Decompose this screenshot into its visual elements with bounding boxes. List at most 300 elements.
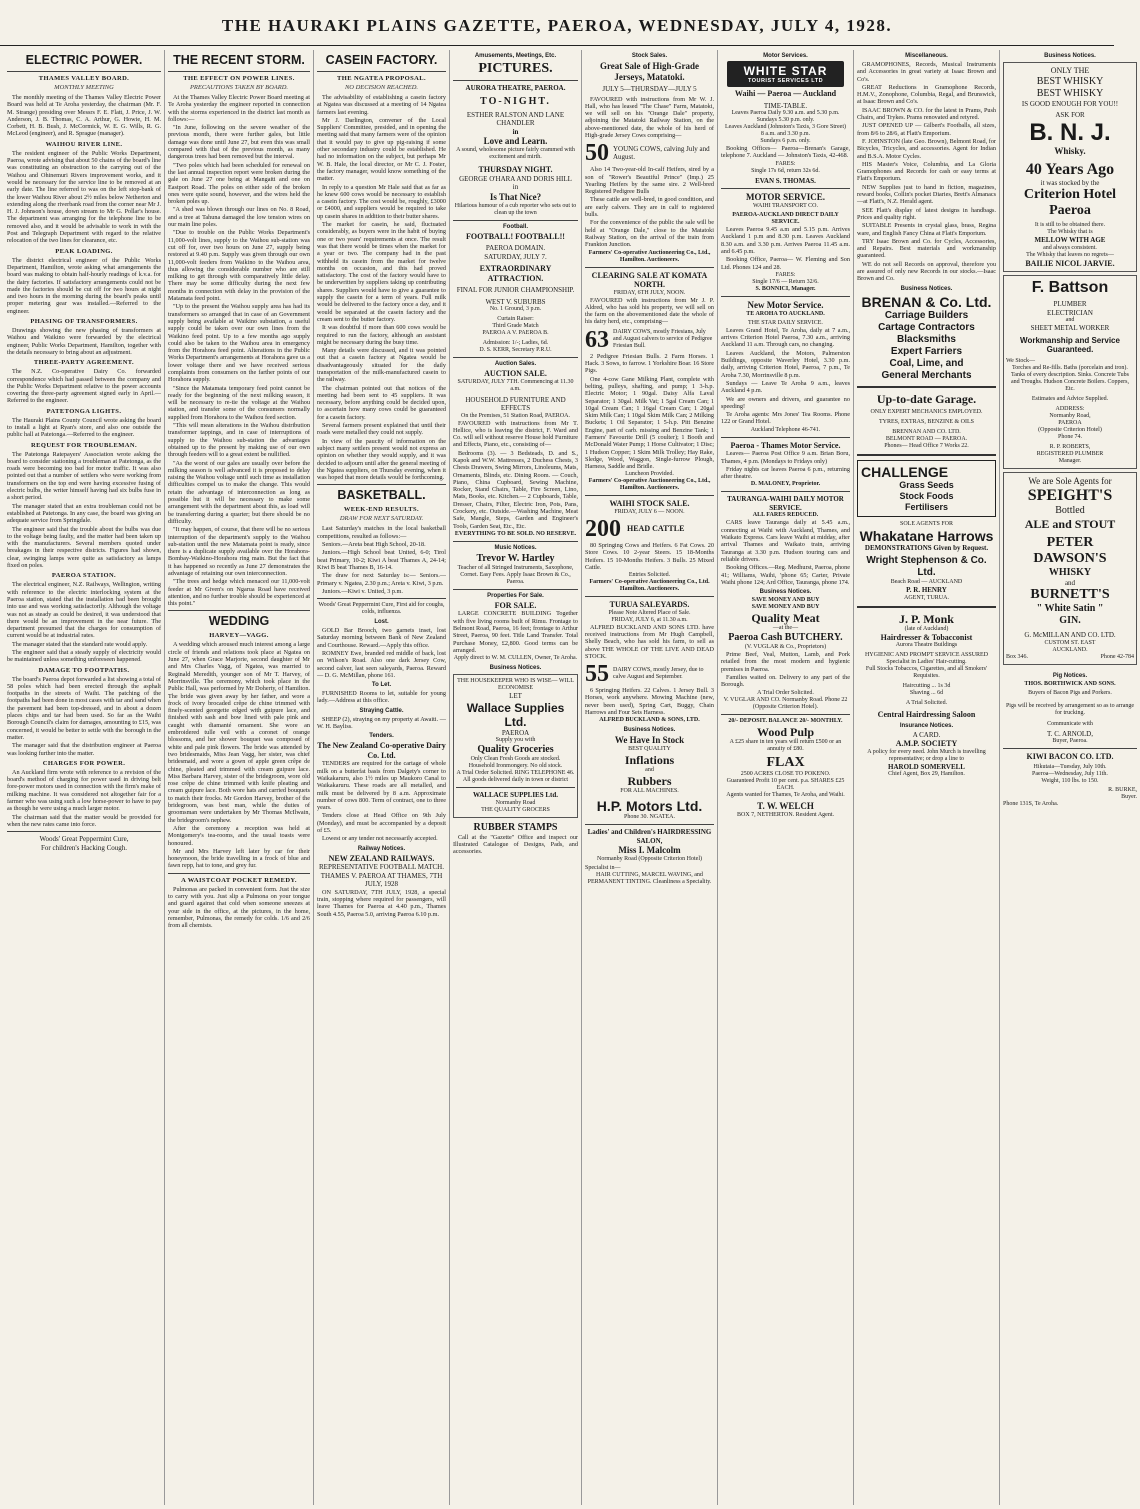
section-heading: Motor Services.	[763, 53, 808, 59]
article-heading: WEDDING	[208, 614, 270, 629]
ad-title: Quality Meat	[751, 611, 820, 626]
count-number: 63	[585, 326, 609, 353]
paragraph: The monthly meeting of the Thames Valley Electric Power Board was held at Te Aroha yesterday, the chairman (Mr. F. M. Strange) presiding over Messrs F. E. Flatt, J. Price, J. W. Anderson, J. B. Thomas, C. A. Arthur, G. Howie, H. M. Corbett, H. B. Bush, J. McCormick, W. E. G. Wills, R. G. McLeod (engineer), and R. Sprague (manager).	[7, 94, 161, 138]
paragraph: The Hauraki Plains County Council wrote asking the board to install a light at Ryan's store, and also one outside the public hall at Patetonga.—Referred to the engineer.	[7, 416, 161, 439]
ad-line: S. BONNICI, Manager.	[755, 285, 816, 292]
footer-ad: For children's Hacking Cough.	[40, 843, 128, 852]
ad-title: Paeroa Cash BUTCHERY.	[728, 632, 843, 644]
paragraph: FAVOURED with instructions from Mr J. P. Aldred, who has sold his property, we will sell on the farm on the abovementioned date the whole of his dairy herd, etc., comprising—	[585, 296, 714, 326]
ad-line: FARES:	[775, 271, 796, 278]
paragraph: The manager said that the distribution engineer at Paeroa was looking further into the matter.	[7, 742, 161, 757]
paragraph: "Up to the present the Waihou supply area has had its transformers so arranged that in case of an Government supply being available at Waikino substation, a useful supply could be taken over our own lines from the Waikino feed point. Up to a few months ago supply could also be taken to the Waihou area in emergency from the Horahora feed point. Alterations in the Public Works Department's arrangements at Horahora gave us a lower voltage there and we have received serious complaints from consumers on the farther points of our Horahora supply.	[168, 303, 310, 384]
ad-title: New Motor Service.	[747, 299, 824, 310]
article-subheading: WEEK-END RESULTS.	[343, 506, 420, 514]
paragraph: The chairman said that the matter would be provided for when the new rates came into force.	[7, 813, 161, 828]
ad-line: SAVE MONEY AND BUY	[751, 597, 820, 604]
paragraph: Leaves Auckland, the Motors, Palmerston Buildings, opposite Waverley Hotel, 3.30 p.m. daily, arriving Criterion Hotel, Paeroa, 7 p.m., Te Aroha 7.30, Morrinsville 8 p.m.	[721, 349, 850, 379]
classified-ad: WE do not sell Records on approval, therefore you are assured of only new Records in our stocks.—Isaac Brown and Co.	[857, 260, 996, 283]
ad-line: A Trial Order Solicited. RING TELEPHONE 46.	[456, 770, 575, 777]
paragraph: "A shed was blown through our lines on No. 8 Road, and a tree at Tahuna damaged the low tension wires on our main line poles.	[168, 206, 310, 229]
paragraph: Juniors.—High School beat United, 6-0; Tirol beat Primary, 10-2; Kiwi A beat Thames A, 24-14; Kiwi B beat Thames B, 16-14.	[317, 549, 446, 571]
ad-line: Fertilisers	[904, 501, 949, 512]
ad-title: Ladies' and Children's HAIRDRESSING SALON,	[587, 828, 712, 845]
ad-title: Criterion Hotel	[1023, 187, 1117, 202]
paragraph: We are owners and drivers, and guarantee no speeding!	[721, 395, 850, 410]
white-star-logo	[727, 61, 844, 87]
ad-line: IS GOOD ENOUGH FOR YOU!!	[1021, 99, 1119, 108]
ad-line: Bottled	[1055, 504, 1085, 516]
ad-line: ALFRED BUCKLAND & SONS, LTD.	[599, 717, 700, 724]
ad-line: Normanby Road	[495, 799, 536, 806]
ad-line: in	[512, 127, 519, 136]
count-number: 50	[585, 140, 609, 167]
ad-title: BURNETT'S	[1030, 587, 1110, 602]
paragraph: Several farmers present explained that until their roads were metalled they could not supply.	[317, 422, 446, 437]
logo-text: TOURIST SERVICES LTD	[747, 78, 824, 84]
ad-line: in	[512, 183, 519, 191]
ad-title: Inflations	[624, 753, 675, 768]
paragraph: The N.Z. Co-operative Dairy Co. forwarded correspondence which had passed between the company and the Public Works Department relative to the power accounts covering the three-party agreement signed early in April.—Referred to the engineer.	[7, 368, 161, 405]
article-heading: CASEIN FACTORY.	[325, 53, 438, 67]
ad-line: THE QUALITY GROCERS	[481, 806, 550, 813]
paragraph: "Two poles which had been scheduled for renewal on the last annual inspection report were broken during the gale on June 27 one being at Mangaiti and one on Eastport Road. The poles on either side of the broken ones were quite sound, however, and the wires held the broken poles up.	[168, 161, 310, 206]
ad-line: BRENNAN AND CO. LTD.	[892, 428, 961, 435]
classified-ad: ROMNEY Ewe, branded red middle of back, lost on Wilson's Road. Also one dark Jersey Cow, second calver, last seen saleyards, Paeroa. Reward — D. G. McMillan, phone 161.	[317, 650, 446, 679]
classified-heading: Lost.	[374, 619, 389, 626]
column-electric-power	[4, 50, 165, 1505]
ad-line: G. McMILLAN AND CO. LTD.	[1024, 631, 1116, 639]
ad-line: We are Sole Agents for	[1028, 475, 1112, 486]
ad-line: Shaving ... 6d	[909, 690, 944, 697]
ad-line: The Whisky that is	[1047, 229, 1093, 235]
ad-title: RUBBER STAMPS	[473, 821, 558, 833]
ad-line: FOR SALE.	[494, 600, 537, 610]
ad-line: A £25 share in ten years will return £500 or an annuity of £80.	[729, 738, 842, 752]
ad-title: THOS. BORTHWICK AND SONS.	[1024, 680, 1116, 687]
ad-line: Supply you with	[495, 737, 536, 744]
page-columns	[4, 50, 1137, 1505]
ad-line: —at the—	[772, 625, 799, 632]
paragraph: Booking Office, Paeroa— W. Fleming and Son Ltd. Phones 124 and 28.	[721, 256, 850, 271]
paragraph: Te Aroha agents: Mrs Jones' Tea Rooms. Phone 122 or Grand Hotel.	[721, 411, 850, 426]
ad-line: Manager.	[1058, 457, 1082, 464]
ad-line: Teacher of all Stringed Instruments, Saxophone, Cornet. Easy Fees. Apply Isaac Brown & Co., Paeroa.	[457, 564, 574, 585]
paragraph: Leaves Paeroa 9.45 a.m and 5.15 p.m. Arrives Auckland 1 p.m and 8.30 p.m. Leaves Auckland 8.30 a.m. and 3.30 p.m. Arrives Paeroa 11.45 a.m. and 6.45 p.m.	[721, 226, 850, 255]
ad-line: FOOTBALL! FOOTBALL!!	[466, 231, 565, 241]
ad-title: Central Hairdressing Saloon	[877, 710, 976, 720]
column-stock-sales	[582, 50, 718, 1505]
ad-line: Full Stocks Tobaccos, Cigarettes, and all Smokers' Requisites.	[865, 666, 988, 680]
classified-ad: TRY Isaac Brown and Co. for Cycles, Accessories, and Repairs. Best materials and workmanship guaranteed.	[857, 237, 996, 260]
classified-ad: FURNISHED Rooms to let, suitable for young lady.—Address at this office.	[317, 690, 446, 705]
ad-line: No. 1 Ground, 3 p.m.	[489, 306, 542, 312]
paragraph: The board's Paeroa depot forwarded a list showing a total of 58 poles which had been erected through the asphalt footpaths in the streets of Waihi. The patching of the footpaths had been done in most cases with tar and sand when the pavement had been top-dressed, and in about a dozen places chips and tar had been used. So far as the Waihi Borough Council's claim for damages, amounting to £15, was concerned, it would be better to settle with the borough in the matter.	[7, 675, 161, 741]
ad-line: Quality Groceries	[477, 744, 554, 756]
classified-ad: GOLD Bar Brooch, two garnets inset, lost Saturday morning between Bank of New Zealand and Courthouse. Reward.—Apply this office.	[317, 627, 446, 649]
paragraph: "Since the Matamata temporary feed point cannot be ready for the beginning of the next milking season, it will be necessary to re-tie the voltage at the Waihou station, and transfer some of the consumers normally supplied from Horahora to the Waihou feed section.	[168, 384, 310, 421]
ad-line: T. C. ARNOLD,	[1047, 729, 1093, 738]
paragraph: Booking Offices— Paeroa—Brenan's Garage, telephone 7. Auckland — Johnston's Taxis, 42-468.	[721, 145, 850, 160]
ad-line: Auckland Telephone 46-741.	[750, 426, 821, 433]
section-caption: REQUEST FOR TROUBLEMAN.	[31, 441, 137, 449]
paragraph: Sundays — Leave Te Aroha 9 a.m., leaves Auckland 4 p.m.	[721, 379, 850, 395]
ad-line: The Whisky that leaves no regrets—	[1026, 251, 1114, 258]
ad-line: Buyers of Bacon Pigs and Porkers.	[1028, 689, 1112, 696]
ad-line: " White Satin "	[1036, 603, 1104, 614]
ad-title: Great Sale of High-Grade Jerseys, Matatoki.	[599, 61, 700, 82]
ad-line: DEMONSTRATIONS Given by Request.	[864, 543, 989, 552]
ad-line: HAROLD SOMERVELL	[888, 762, 965, 771]
ad-line: Buyer.	[1121, 793, 1137, 800]
ad-line: SATURDAY, JULY 7TH. Commencing at 11.30 a.m.	[457, 378, 574, 392]
paragraph: Juniors.—Kiwi v. United, 3 p.m.	[322, 587, 403, 595]
ad-line: PLUMBER	[1053, 300, 1087, 308]
paragraph: The market for casein, he said, fluctuated considerably, as buyers were in the habit of buying one or two years' requirements at once. The result was that there would be times when the market for a year or two. The company had in the past withheld its casein from the market for twelve months on occasion, and this had proved satisfactory. The cost of the factory would have to be underwritten by suppliers taking up contributing shares. Suppliers would have to give a guarantee to supply the casein for a term of years. Full milk would be delivered to the factory once a day, and it would be separated at the casein factory and the cream sent to the butter factory.	[317, 221, 446, 323]
column-business-notices	[1000, 50, 1140, 1505]
ad-line: Single 17s 6d, return 32s 6d.	[751, 167, 820, 174]
ad-title: Trevor W. Hartley	[476, 552, 555, 564]
ad-line: Cartage Contractors	[878, 321, 975, 333]
section-heading: Business Notices.	[1044, 53, 1096, 59]
ad-line: Only Clean Fresh Goods are stocked.	[470, 756, 561, 763]
classified-ad: TENDERS are required for the cartage of whole milk on a butterfat basis from Dalgety's corner to Waikakaruru, also 1½ miles up Maukoro Canal to Waikakaruru. These roads are all metalled, and milk must be delivered by 8 a.m. Approximate number of cows 800. Term of contract, one to three years.	[317, 760, 446, 812]
paragraph: Pulmonas are packed in convenient form. Just the size to carry with you. Just slip a Pulmona on your tongue and guard against that cold when someone sneezes at your side in the office, at the pictures, in the home, remember, Pulmonas, the remedy for colds. 1/6 and 2/6 from all chemists.	[168, 885, 310, 930]
paragraph: Call at the "Gazette" Office and inspect our Illustrated Catalogue of Designs, Pads, and accessories.	[453, 833, 578, 856]
ad-line: BAILIE NICOL JARVIE.	[1025, 258, 1115, 268]
ad-title: PICTURES.	[478, 61, 553, 76]
classified-ad: SUITABLE Presents in crystal glass, brass, Regina ware, and English Fancy China at Flatt's Emporium.	[857, 222, 996, 237]
ad-company-name: The New Zealand Co-operative Dairy Co. Ltd.	[317, 741, 446, 760]
ad-line: GIN.	[1059, 615, 1081, 626]
ad-line: Box 346.	[1006, 653, 1029, 660]
ad-line: Specialist in—	[585, 865, 621, 872]
ad-line: Leaves Auckland (Johnston's Taxis, 3 Gore Street)	[724, 124, 847, 130]
section-heading: Stock Sales.	[631, 53, 668, 59]
ad-line: Is That Nice?	[489, 191, 542, 202]
classified-ad: ISAAC BROWN & CO. for the latest in Prams, Push Chairs, and Trykes. Prams renovated and retyred.	[857, 106, 996, 122]
ad-line: Torches and Re-fills. Baths (porcelain and iron). Tanks of every description. Sinks. Concrete Tubs and Troughs. Hudson Concrete Boilers. Coppers, Etc.	[1011, 364, 1129, 392]
ad-line: DAIRY COWS, mostly Friesians, July and August calvers to service of Pedigree Friesian Bull.	[613, 329, 713, 350]
section-caption: PATETONGA LIGHTS.	[46, 407, 122, 415]
paragraph: 6 Springing Heifers. 22 Calves. 1 Jersey Bull. 3 Horses, work anywhere. Mowing Machine (new, never been used), Spring Cart, Buggy, Chain Harrows and Four Sets Harness.	[585, 687, 714, 717]
ad-line: Phones— Head Office 7 Works 22.	[884, 442, 969, 449]
ad-line: BEST WHISKY	[1036, 87, 1104, 99]
ad-title: Wright Stephenson & Co. Ltd.	[866, 555, 987, 579]
paragraph: The manager stated that the standard rate would apply.	[12, 640, 148, 648]
ad-line: A CARD.	[912, 730, 941, 739]
ad-title: WAIHI STOCK SALE.	[609, 499, 690, 509]
ad-line: WAIHI TRANSPORT CO.	[753, 203, 818, 210]
paragraph: For the convenience of the public the sale will be held at "Orange Dale," close to the Matatoki Railway Station, on the arrival of the train from Frankton Junction.	[585, 219, 714, 249]
paragraph: Prime Beef, Veal, Mutton, Lamb, and Pork retailed from the most modern and hygienic premises in Paeroa.	[721, 651, 850, 673]
section-heading: Music Notices.	[494, 544, 537, 551]
ad-line: A Trial Solicited.	[905, 700, 948, 707]
section-heading: Business Notices.	[900, 285, 953, 292]
ad-line: EVERYTHING TO BE SOLD. NO RESERVE.	[454, 530, 577, 537]
paragraph: "In June, following on the severe weather of the previous month, there were further gales, but little damage was done until June 27, but even this was small compared with that of the previous month, as many dangerous trees had been removed but the interval.	[168, 124, 310, 161]
paragraph: Last Saturday's matches in the local basketball competitions, resulted as follows:—	[317, 525, 446, 540]
ad-title: Miss I. Malcolm	[618, 845, 681, 856]
ad-line: HAIR CUTTING, MARCEL WAVING, and PERMANENT TINTING. Cleanliness a Speciality.	[587, 872, 712, 886]
ad-line: Hilarious humour of a cub reporter who sets out to clean up the town	[454, 202, 577, 216]
ad-line: Specialist in Ladies' Hair-cutting.	[886, 659, 967, 666]
ad-title: H.P. Motors Ltd.	[596, 798, 703, 815]
paragraph: 80 Springing Cows and Heifers. 6 Fat Cows. 20 Store Cows. 10 2-year Steers. 15 18-Months Heifers. 15 10-Months Heifers. 3 Bulls. 25 Mixed Cattle.	[585, 541, 714, 571]
ad-line: REPRESENTATIVE FOOTBALL MATCH.	[319, 863, 444, 872]
ad-line: AGENT, TURUA.	[904, 594, 949, 601]
ad-line: YOUNG COWS, calving July and August.	[613, 144, 710, 162]
paragraph: LARGE CONCRETE BUILDING Together with five living rooms built of Rimu. Frontage to Belmont Road, Paeroa, 16 feet; frontage to Arthur Street, Paeroa, 90 feet. Title Land Transfer. Total Purchase Money, £2,800. Good terms can be arranged.	[453, 610, 578, 654]
paragraph: "The trees and hedge which menaced our 11,000-volt feeder at Mr Given's on Ngarua Road have received attention, and no further trouble should be experienced at this point."	[168, 578, 310, 608]
ad-line: Buyer, Paeroa.	[1052, 738, 1088, 744]
paragraph: It was doubtful if more than 600 cows would be required to run the factory, although an assistant might be necessary during the busy time.	[317, 324, 446, 346]
ad-title: Rubbers	[627, 774, 672, 789]
ad-line: Grass Seeds	[899, 479, 954, 490]
ad-line: Chief Agent, Box 29, Hamilton.	[888, 771, 965, 778]
classified-ad: GREAT Reductions in Gramophone Records, H.M.V., Zonophone, Columbia, Regal, and Brunswick, at Isaac Brown and Co's.	[857, 83, 996, 106]
ad-line: Admission: 1/-; Ladies, 6d.	[482, 340, 549, 346]
ad-line: PAEROA A V. PAEROA B.	[482, 330, 549, 336]
paragraph: Mr J. Darlington, convener of the Local Suppliers' Committee, presided, and in opening the meeting said that many farmers were of the opinion that it would pay to give up pig-raising if some other secondary industry could be established. He had no information on the subject, but perhaps Mr W. B. Hale, the local director, or Mr C. J. Foster, the factory manager, would know something of the matter.	[317, 116, 446, 183]
ad-line: Farmers' Co-operative Auctioneering Co., Ltd., Hamilton. Auctioneers.	[588, 249, 711, 263]
ad-title: TURUA SALEYARDS.	[609, 600, 690, 610]
ad-line: R. P. ROBERTS,	[1049, 443, 1091, 450]
ad-line: Phone 74.	[1058, 433, 1082, 440]
ad-title: CLEARING SALE AT KOMATA NORTH.	[591, 270, 708, 290]
ad-line: Normanby Road (Opposite Criterion Hotel)	[597, 856, 702, 863]
ad-line: BOX 7, NETHERTON. Resident Agent.	[736, 811, 835, 818]
paragraph: Booking Offices.—Reg. Medhurst, Paeroa, phone 41; Williams, Waihi, 'phone 65; Carter, Private Waihi phone 124; Ard Office, Tauranga, phone 174.	[721, 564, 850, 586]
section-caption: WAIHOU RIVER LINE.	[45, 140, 123, 148]
speights-ad	[1003, 472, 1137, 665]
ad-line: AUCKLAND.	[1052, 646, 1088, 653]
ad-line: On the Premises, 51 Station Road, PAEROA.	[461, 412, 570, 419]
paragraph: Seniors.—Areta beat High School, 20-18.	[322, 541, 426, 549]
ad-line: Estimates and Advice Supplied.	[1031, 395, 1109, 402]
section-heading: Business Notices.	[759, 589, 812, 596]
ad-line: FRIDAY, JULY 6, at 11.30 a.m.	[611, 616, 688, 623]
article-subheading: MONTHLY MEETING	[54, 84, 114, 91]
ad-title: MOTOR SERVICE.	[745, 192, 826, 203]
paragraph: The Patetonga Ratepayers' Association wrote asking the board to consider stationing a troubleman at Patetonga, as the roads were becoming too bad for motor traffic. It was also pointed out that a number of settlers who were working from transformers on the top end were having excessive fusing of electric bulbs, the writer himself having had six bulbs fuse in a short period.	[7, 450, 161, 502]
classified-ad: SEE Flatt's display of latest designs in handbags. Prices and quality right.	[857, 206, 996, 221]
ad-line: R. BURKE,	[1108, 786, 1137, 793]
ad-line: ASK FOR	[1055, 111, 1085, 119]
classified-ad: JUST OPENED UP — Gilbert's Footballs, all sizes, from 8/6 to 28/6, at Flatt's Emporium.	[857, 122, 996, 137]
ad-line: FOR ALL MACHINES.	[620, 788, 679, 795]
ad-line: D. MALONEY, Proprietor.	[750, 481, 821, 488]
paragraph: "Due to trouble on the Public Works Department's 11,000-volt lines, supply to the Waihou sub-station was cut off for, over two hours on June 27, supply being restored at 9.40 p.m. Supply was given through our own 11,000-volt feeders from Waikino to the Waihou area, thus allowing the considerable number who are still milking to get through with comparatively little delay. There may be some difficulty during the next few months in connection with delay in the provision of the Matamata feed point.	[168, 229, 310, 303]
article-subheading: HARVEY—VAGG.	[209, 632, 269, 640]
ad-line: WHISKY	[1048, 566, 1092, 578]
ad-line: (late of Auckland)	[904, 625, 949, 632]
ad-line: Haircutting ... 1s 3d	[902, 683, 951, 690]
section-heading: Insurance Notices.	[899, 722, 954, 729]
challenge-ad	[857, 460, 996, 517]
ad-title: Wood Pulp	[756, 724, 815, 739]
ad-line: and	[1064, 578, 1076, 587]
paragraph: FAVOURED with instructions from Mr W. J. Hall, who has leased "The Chase" Farm, Matatoki, we will sell on his "Orange Dale" property, adjoining the Matatoki Railway Station, on the above-mentioned date, the whole of his herd of High-grade Jersey Cows comprising—	[585, 95, 714, 139]
ad-line: TYRES, EXTRAS, BENZINE & OILS	[879, 418, 974, 425]
ad-line: Single 17/6 — Return 32/6.	[752, 278, 819, 285]
ad-line: Please Note Altered Place of Sale.	[608, 609, 691, 616]
section-heading: Business Notices.	[623, 727, 676, 734]
ad-line: LET	[509, 692, 522, 701]
ad-line: and	[645, 767, 654, 774]
ad-title: B. N. J.	[1029, 118, 1111, 146]
paragraph: An Auckland firm wrote with reference to a revision of the board's method of charging for power used in driving belt fore-power motors used in connection with the firm's make of milking machine. It was considered not altogether fair for a farmer who was using such a low horse-power to have to pay as though he were using a much larger motor.	[7, 768, 161, 813]
ad-line: AUCTION SALE.	[484, 369, 547, 378]
paragraph: CARS leave Tauranga daily at 5.45 a.m., connecting at Waihi with Auckland, Thames, and Waikato Express. Cars leave Waihi at midday, after arrival Thames and Waikato train, arriving Tauranga at 3.30 p.m. Hudson touring cars and reliable drivers.	[721, 519, 850, 563]
ad-line: Apply direct to W. M. CULLEN, Owner, Te Aroha.	[453, 655, 578, 662]
ad-line: WEST V. SUBURBS	[485, 297, 546, 306]
ad-line: 2500 ACRES CLOSE TO POKENO.	[740, 770, 831, 777]
column-recent-storm	[165, 50, 314, 1505]
ad-line: Hikutaia—Tuesday, July 10th.	[1033, 763, 1107, 770]
ad-line: Normanby Road,	[1049, 412, 1091, 419]
footer-ad: Woods' Great Peppermint Cure,	[39, 835, 129, 844]
ad-line: FARES:	[775, 160, 796, 167]
article-heading: THE RECENT STORM.	[173, 53, 305, 67]
ad-line: Paeroa—Wednesday, July 11th.	[1032, 770, 1108, 777]
section-caption: PEAK LOADING.	[55, 247, 113, 255]
paragraph: The resident engineer of the Public Works Department, Paeroa, wrote advising that about 50 chains of the board's line was constituting an obstruction to the carrying out of the Waihou and Ohinemuri Rivers improvement works, and it would be necessary for the service line to be removed at an early date. The line referred to was on the left stop-bank of the lower Waihou River about 2½ miles below Netherton and extending along the riverbank road from the corner near Mr J. H. J. Johnson's house, down stream to Mr G. Pollar's house. The department was arranging for the telephone line to be removed also, and it would be advisable to work in with the Post and Telegraph Department with regard to the relative relocation of the two lines for clearance, etc.	[7, 149, 161, 245]
paragraph: Drawings showing the new phasing of transformers at Waihou and Waikino were forwarded by the electrical engineer, Public Works Department, Hamilton, together with the details necessary to bring about an adjustment.	[7, 327, 161, 356]
classified-ad: F. JOHNSTON (late Geo. Brown), Belmont Road, for Bicycles, Tricycles, and accessories. Agent for Indian and B.S.A. Motor Cycles.	[857, 137, 996, 160]
column-motor-services	[718, 50, 854, 1505]
ad-line: P. R. HENRY	[906, 586, 947, 595]
ad-line: Household Ironmongery. No old stock.	[468, 763, 563, 770]
ad-line: Sundays 5.30 p.m. only.	[756, 117, 815, 123]
wallace-supplies-ad	[453, 674, 578, 818]
classified-heading: Tenders.	[369, 733, 394, 740]
count-number: 55	[585, 661, 609, 688]
ad-line: FINAL FOR JUNIOR CHAMPIONSHIP.	[456, 286, 575, 294]
paragraph: Leaves— Paeroa Post Office 9 a.m. Brian Boru, Thames, 4 p.m. (Mondays to Fridays only)	[721, 450, 850, 465]
ad-title: A.M.P. SOCIETY	[895, 739, 958, 749]
paragraph: The electrical engineer, N.Z. Railways, Wellington, writing with reference to the electric interlocking system at the Paeroa station, stated that the installation had been brought into use and was working satisfactorily. Although the voltage was not as steady as could be desired, it was understood that there would be an improvement in the near future. The department presumed that the charges for consumption of current would be at industrial rates.	[7, 581, 161, 640]
ad-line: Phone 30. NGATEA.	[624, 814, 675, 821]
paragraph: ALFRED BUCKLAND AND SONS LTD. have received instructions from Mr Hugh Campbell, Shelly Beach, who has sold his farm, to sell as above THE WHOLE OF THE LIVE AND DEAD STOCK.	[585, 623, 714, 660]
ad-title: F. Battson	[1031, 279, 1109, 296]
ad-line: ALL FARES REDUCED.	[752, 512, 819, 519]
article-heading: ELECTRIC POWER.	[25, 53, 143, 67]
ad-title: Up-to-date Garage.	[876, 391, 977, 406]
ad-line: CUSTOM ST. EAST	[1044, 639, 1096, 646]
ad-line: Pigs will be received by arrangement so as to arrange for trucking.	[1005, 702, 1135, 716]
ad-line: ALE and STOUT	[1024, 516, 1116, 531]
masthead	[0, 0, 1114, 46]
ad-title: DAWSON'S	[1033, 550, 1107, 566]
article-subheading: PRECAUTIONS TAKEN BY BOARD.	[189, 84, 289, 91]
section-heading: Football.	[503, 223, 528, 230]
section-heading: Pig Notices.	[1052, 672, 1088, 679]
ad-line: V. VUGLAR AND CO. Normanby Road. Phone 22 (Opposite Criterion Hotel).	[723, 696, 848, 710]
masthead-title: THE HAURAKI PLAINS GAZETTE, PAEROA, WEDNESDAY, JULY 4, 1928.	[221, 16, 893, 35]
paragraph: One 4-cow Gane Milking Plant, complete with belting, pulleys, shafting, and pump; 1 3-h.p. Electric Motor; 1 90gal. Daisy Alfa Laval Separator; 1 30gal. Milk Vat; 1 5gal Cream Can; 1 10gal Cream Can; 1 16gal Cream Can; 1 20gal Skim Milk Can; 1 10gal Skim Milk Can; 2 Milking Buckets; 1 Oil Separator; 1 5-h.p. Pitt Benzine Engine, part of carb. missing and Benzine Tank; 1 Farmers' Favourite Drill (5 coulter); 1 Booth and McDonald Water Pump; 1 Horse Cultivator; 1 Disc; 1 Hudson Copper; 1 Skim Milk Trolley; Hay Rake, Sledge, Wood, Waggon, Single-furrow Plough, Harness, Saddle and Bridle.	[585, 375, 714, 471]
ad-line: HYGIENIC AND PROMPT SERVICE ASSURED	[864, 652, 989, 659]
ad-line: A Trial Order Solicited.	[757, 689, 814, 696]
count-number: 200	[585, 515, 621, 542]
ad-line: 20/- DEPOSIT. BALANCE 20/- MONTHLY.	[728, 717, 843, 724]
ad-line: Luncheon Provided.	[625, 471, 674, 478]
ad-line: HOUSEHOLD FURNITURE AND EFFECTS	[465, 395, 566, 412]
paragraph: The engineer said that the trouble about the bulbs was due to the voltage being faulty, and the matter had been taken up with the manufacturers. Several members quoted under breakages in their respective districts. Figures had shown, clear, swinging lamps were quite as satisfactory as lamps fixed on poles.	[7, 525, 161, 570]
classified-heading: Straying Cattle.	[359, 707, 404, 714]
paragraph: FAVOURED with instructions from Mr T. Hellice, who is leaving the district, F. Ward and Co. will sell without reserve House hold Furniture and Effects, Piano, etc., consisting of—	[453, 419, 578, 449]
section-caption: PAEROA STATION.	[51, 572, 117, 580]
ad-title: We Have In Stock	[614, 735, 685, 746]
ad-line: and	[1065, 317, 1075, 323]
ad-line: Agents wanted for Thames, Te Aroha, and Waihi.	[726, 791, 845, 798]
ad-line: Leaves Paeroa Daily 9.30 a.m. and 5.30 p.m.	[731, 110, 840, 116]
paragraph: The district electrical engineer of the Public Works Department, Hamilton, wrote asking what arrangements the board was making to obtain half-hourly readings of k.v.a. for the dairy factories. If satisfactory arrangements could not be made the factories should be cut off for two hours at night and two hours in the morning during the board's peaks until proper metering gear was installed.—Referred to the engineer.	[7, 256, 161, 315]
paragraph: Many details were discussed, and it was pointed out that a casein factory at Ngatea would be disadvantageously situated for the daily transportation of the milk-manufactured casein to the railway.	[317, 347, 446, 384]
ad-line: WALLACE SUPPLIES Ltd.	[473, 791, 558, 800]
article-heading: BASKETBALL.	[337, 488, 426, 503]
paragraph: At the Thames Valley Electric Power Board meeting at Te Aroha yesterday the engineer reported in connection with the storms experienced in the district last month as follows:—	[168, 94, 310, 123]
ad-line: PAEROA	[1058, 419, 1082, 426]
ad-line: FRIDAY, JULY 6 — NOON.	[614, 508, 685, 515]
ad-title: FLAX	[766, 754, 805, 770]
column-amusements	[450, 50, 582, 1505]
section-heading: Amusements, Meetings, Etc.	[474, 53, 557, 59]
classified-ad: SHEEP (2), straying on my property at Awaiti. — W. H. Bayliss.	[317, 715, 446, 731]
article-subheading: THE NGATEA PROPOSAL.	[337, 75, 426, 82]
classified-ad: HIS Master's Voice, Columbia, and La Gloria Gramophones and Records for cash or easy terms at Flatt's Emporium.	[857, 160, 996, 183]
ad-line: EXTRAORDINARY ATTRACTION.	[479, 264, 552, 283]
article-subheading: NO DECISION REACHED.	[344, 84, 419, 91]
ad-line: GEORGE O'HARA AND DORIS HILL	[459, 174, 572, 183]
ad-line: Coal, Lime, and	[889, 357, 964, 369]
ad-line: (Opposite Criterion Hotel)	[1038, 426, 1102, 433]
ad-line: EVAN S. THOMAS.	[755, 176, 816, 185]
ad-line: Farmers' Co-operative Auctioneering Co., Ltd. Hamilton. Auctioneers.	[589, 579, 710, 593]
paragraph: The chairman pointed out that notices of the meeting had been sent to 45 suppliers. It was necessary, before anything could be decided upon, to ascertain how many cows could be guaranteed for a casein factory.	[317, 384, 446, 421]
article-subheading: THAMES VALLEY BOARD.	[38, 75, 130, 82]
ad-title: Paeroa	[1049, 203, 1091, 218]
section-caption: A WAISTCOAT POCKET REMEDY.	[181, 876, 297, 884]
ad-line: SATURDAY, JULY 7.	[484, 252, 547, 261]
ad-line: THE STAR DAILY SERVICE.	[748, 319, 823, 326]
paragraph: The manager stated that an extra troubleman could not be established at Patetonga. In any case, the board was giving an adequate service from Springdale.	[7, 502, 161, 525]
column-miscellaneous	[854, 50, 1000, 1505]
paragraph: "This will mean alterations in the Waihou distribution transformer tappings, and in case of interruptions of supply to the Waihou sub-station the advantages obtained up to the present by making use of our own through feeders will to a great extent be nullified.	[168, 422, 310, 459]
ad-line: It is still to be obtained there.	[1034, 222, 1106, 228]
ad-line: Carriage Builders	[884, 309, 969, 321]
ad-line: BEST WHISKY	[1036, 75, 1104, 87]
ad-line: THAMES V. PAEROA AT THAMES, 7TH JULY, 1928	[320, 871, 443, 889]
ad-line: Stock Foods	[899, 490, 954, 501]
article-subheading: DRAW FOR NEXT SATURDAY.	[339, 515, 424, 523]
paragraph: A wedding which aroused much interest among a large circle of friends and relations took place at Ngatea on June 27, when Grace Marjorie, second daughter of Mr and Mrs Charles Vagg, of Ngatea, was married to Reginald Meredith, younger son of Mr T. Harvey, of Morrinsville. The ceremony, which took place in the Public Hall, was performed by Mr Doherty, of Hamilton. The bride was given away by her father, and wore a frock of ivory brocaded crêpe de chine trimmed with finely-scented georgette edged with guipure lace, and finished with sash and bow lined with pale pink and caught with diamanté ornament. She wore an embroidered tulle veil with a coronet of orange blossoms, and her shower bouquet was composed of white and pale pink flowers. The bride was attended by two bridesmaids, Miss Jean Vagg, her sister, was chief bridesmaid, and wore a gown of apple green crêpe de chine, pleated and trimmed with cream guipure lace. Miss Barbara Harvey, sister of the bridegroom, wore old rose crêpe de chine trimmed with knife pleating and cream guipure lace. Both wore hats and carried bouquets to match their frocks. Mr Gordon Harvey, brother of the bridegroom, was best man, while the duties of groomsman were undertaken by Mr Thomas McIlwain, the bridegroom's nephew.	[168, 641, 310, 824]
paragraph: The draw for next Saturday is:— Seniors.—Primary v. Ngatea, 2.30 p.m.; Areta v. Kiwi, 3 p.m.	[317, 572, 446, 587]
ad-line: PAEROA-AUCKLAND DIRECT DAILY SERVICE.	[732, 212, 839, 226]
section-caption: PHASING OF TRANSFORMERS.	[30, 318, 138, 326]
ad-line: ADDRESS:	[1055, 405, 1085, 412]
ad-title: TAURANGA-WAIHI DAILY MOTOR SERVICE.	[727, 495, 844, 512]
ad-title: KIWI BACON CO. LTD.	[1026, 752, 1114, 761]
ad-line: Entries Solicited.	[628, 572, 671, 579]
ad-line: DAIRY COWS, mostly Jersey, due to calve August and September.	[613, 667, 704, 681]
section-caption: THREE-PARTY AGREEMENT.	[33, 359, 135, 367]
section-heading: Business Notices.	[489, 665, 542, 672]
ad-line: (V. VUGLAR & Co., Proprietors)	[744, 644, 827, 651]
ad-line: Curtain Raiser:	[497, 316, 534, 322]
paragraph: Bedrooms (3). — 3 Bedsteads, D. and S., Kapok and W.W. Mattresses, 2 Duchess Chests, 3 Chests Drawers, Swing Mirrors, Linoleums, Mats, Ornaments, Blinds, etc. Dining Room. — Couch, Piano, China Cupboard, Sewing Machine, Rocker, Stand Chairs, Table, Fire Screen, Lino, Mats, Books, etc. Kitchen.— 2 Cupboards, Table, Dresser, Chairs, Filter, Electric Iron, Pots, Pans, Crockery, etc. Outside.—Washing Machine, Meat Safe, Mangle, Steps, Garden and Engineer's Tools, Garden Seat, Etc., Etc.	[453, 449, 578, 530]
section-caption: DAMAGE TO FOOTPATHS.	[38, 666, 130, 674]
section-heading: Miscellaneous.	[905, 53, 948, 59]
